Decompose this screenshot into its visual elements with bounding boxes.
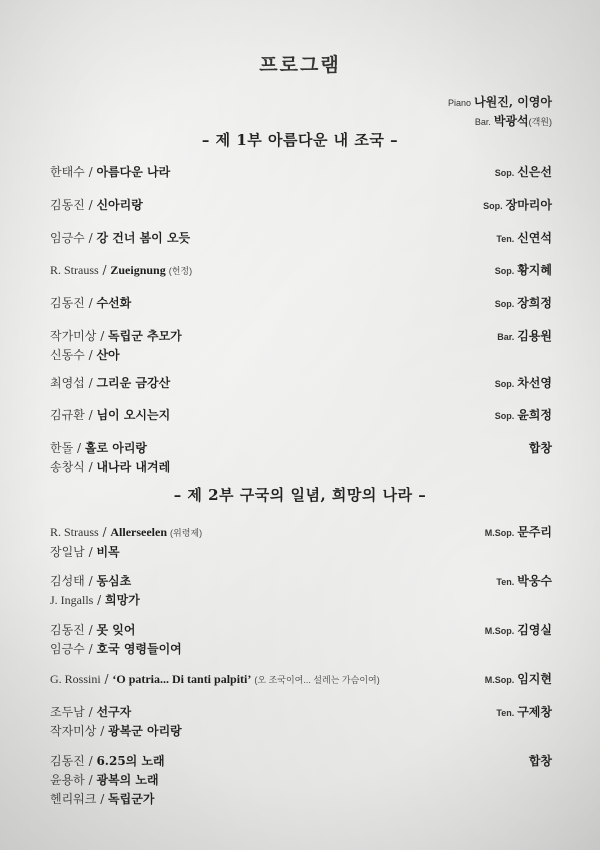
work-line: J. Ingalls / 희망가 (50, 593, 140, 607)
section-title-part-2: – 제 2부 구국의 일념, 희망의 나라 – (173, 486, 427, 504)
work-line: 헨리워크 / 독립군가 (50, 792, 155, 806)
performer-role: M.Sop. (484, 675, 515, 685)
performer-role: Piano (448, 98, 472, 108)
performer-role: Ten. (496, 708, 515, 718)
performer (497, 327, 552, 347)
song-title: 광복군 아리랑 (108, 724, 182, 738)
performer-name: 신은선 (517, 165, 552, 179)
composer: 신동수 (50, 348, 85, 362)
program-item (50, 374, 552, 393)
composer: 김동진 (50, 754, 85, 768)
song-title: 동심초 (96, 574, 132, 588)
composer: 김규환 (50, 408, 85, 422)
work-line: 김동진 / 수선화 (50, 296, 132, 310)
performer-piano (448, 93, 552, 112)
composer: R. Strauss (50, 263, 99, 277)
performer-name: 박웅수 (517, 574, 552, 588)
work-line: 조두남 / 선구자 (50, 705, 132, 719)
performer (495, 406, 552, 426)
song-title: 독립군 추모가 (108, 329, 182, 343)
composer: 작자미상 (50, 724, 97, 738)
performer-role: Sop. (494, 266, 515, 276)
work-line: 한돌 / 홀로 아리랑 (50, 441, 147, 455)
song-title: 희망가 (105, 593, 140, 607)
composer: 김성태 (50, 574, 85, 588)
song-title: 호국 영령들이여 (96, 642, 182, 656)
composer: 한태수 (50, 165, 85, 179)
song-title: 신아리랑 (96, 198, 143, 212)
composer: 송창식 (50, 460, 85, 474)
performer (496, 572, 552, 592)
song-note: (헌정) (168, 266, 193, 276)
composer: 김동진 (50, 296, 85, 310)
program-item (50, 523, 552, 562)
performer-name: 합창 (528, 754, 552, 768)
performer-name: 차선영 (517, 376, 552, 390)
composer: 최영섭 (50, 376, 85, 390)
performer-name: 장마리아 (505, 198, 552, 212)
performer-role: Ten. (496, 577, 515, 587)
work-line: 장일남 / 비목 (50, 545, 120, 559)
performer-name: 박광석 (493, 114, 529, 128)
song-title: 내나라 내겨레 (96, 460, 171, 474)
work-line: 작가미상 / 독립군 추모가 (50, 329, 182, 343)
work-line: 김동진 / 신아리랑 (50, 198, 143, 212)
performer-role: Sop. (494, 411, 515, 421)
performer-name: 합창 (528, 441, 552, 455)
work-line: 최영섭 / 그리운 금강산 (50, 376, 171, 390)
performer-role: Ten. (496, 234, 515, 244)
composer: G. Rossini (50, 672, 101, 686)
song-title: Allerseelen (110, 525, 168, 539)
composer: 작가미상 (50, 329, 97, 343)
song-title: 선구자 (96, 705, 132, 719)
work-line: R. Strauss / Zueignung (헌정) (50, 263, 193, 277)
program-item (50, 229, 552, 248)
performer (496, 703, 552, 723)
composer: J. Ingalls (50, 593, 94, 607)
performer (529, 439, 552, 458)
song-title: Zueignung (110, 263, 166, 277)
composer: 장일남 (50, 545, 85, 559)
program-item (50, 752, 552, 809)
performer (495, 163, 552, 183)
song-title: 홀로 아리랑 (84, 441, 147, 455)
song-title: 광복의 노래 (96, 773, 159, 787)
song-title: 독립군가 (108, 792, 155, 806)
composer: 한돌 (50, 441, 74, 455)
performer-role: Bar. (497, 332, 515, 342)
performer (495, 374, 552, 394)
composer: 조두남 (50, 705, 85, 719)
performer-name: 구제창 (517, 705, 552, 719)
work-line: 김성태 / 동심초 (50, 574, 132, 588)
performer-name: 윤희정 (517, 408, 552, 422)
song-title: 산아 (96, 348, 120, 362)
performer-role: Sop. (494, 299, 515, 309)
work-line: G. Rossini / ‘O patria... Di tanti palpiti’ (오 조국이여... 설레는 가슴이여) (50, 672, 380, 686)
work-line: 김동진 / 못 잊어 (50, 623, 136, 637)
program-item (50, 670, 552, 690)
performer-name: 임지현 (517, 672, 552, 686)
performer (495, 261, 552, 281)
song-title: 님이 오시는지 (96, 408, 171, 422)
composer: R. Strauss (50, 525, 99, 539)
performer (483, 196, 552, 216)
song-title: 수선화 (96, 296, 132, 310)
performer-name: 나원진, 이영아 (474, 95, 552, 109)
composer: 헨리워크 (50, 792, 97, 806)
work-line: 임긍수 / 호국 영령들이여 (50, 642, 182, 656)
song-title: ‘O patria... Di tanti palpiti’ (112, 672, 252, 686)
header-performers (448, 93, 552, 131)
performer-role: Sop. (494, 379, 515, 389)
song-title: 그리운 금강산 (96, 376, 171, 390)
performer-name: 신연석 (517, 231, 552, 245)
performer (496, 229, 552, 249)
work-line: 한태수 / 아름다운 나라 (50, 165, 171, 179)
performer (529, 752, 552, 771)
song-title: 아름다운 나라 (96, 165, 171, 179)
section-title-part-1: – 제 1부 아름다운 내 조국 – (201, 131, 399, 149)
work-line: 김동진 / 6.25의 노래 (50, 754, 165, 768)
program-item (50, 327, 552, 365)
song-note: (오 조국이여... 설레는 가슴이여) (254, 675, 380, 685)
work-line: 신동수 / 산아 (50, 348, 120, 362)
performer-role: M.Sop. (484, 626, 515, 636)
program-item (50, 406, 552, 425)
composer: 김동진 (50, 623, 85, 637)
performer-name: 문주리 (517, 525, 552, 539)
song-title: 6.25의 노래 (96, 754, 165, 768)
performer-role: Sop. (483, 201, 503, 211)
performer (485, 523, 552, 543)
page-title: 프로그램 (259, 54, 341, 76)
work-line: 송창식 / 내나라 내겨레 (50, 460, 171, 474)
composer: 김동진 (50, 198, 85, 212)
composer: 윤용하 (50, 773, 85, 787)
composer: 임긍수 (50, 642, 85, 656)
performer-role: Sop. (494, 168, 515, 178)
performer-role: M.Sop. (484, 528, 515, 538)
program-item (50, 294, 552, 313)
program-item (50, 621, 552, 659)
program-item (50, 703, 552, 741)
song-title: 강 건너 봄이 오듯 (96, 231, 191, 245)
program-item (50, 163, 552, 182)
performer (495, 294, 552, 314)
performer-name: 김용원 (517, 329, 552, 343)
song-title: 못 잊어 (96, 623, 136, 637)
performer (485, 621, 552, 641)
work-line: R. Strauss / Allerseelen (위령제) (50, 525, 203, 539)
song-title: 비목 (96, 545, 120, 559)
program-item (50, 261, 552, 281)
performer-name: 장희정 (517, 296, 552, 310)
program-item (50, 439, 552, 477)
performer-name: 황지혜 (517, 263, 552, 277)
work-line: 김규환 / 님이 오시는지 (50, 408, 171, 422)
song-note: (위령제) (170, 528, 203, 538)
work-line: 작자미상 / 광복군 아리랑 (50, 724, 182, 738)
program-item (50, 572, 552, 610)
work-line: 윤용하 / 광복의 노래 (50, 773, 159, 787)
performer (485, 670, 552, 690)
program-item (50, 196, 552, 215)
work-line: 임긍수 / 강 건너 봄이 오듯 (50, 231, 191, 245)
performer-note: (객원) (528, 117, 552, 127)
composer: 임긍수 (50, 231, 85, 245)
performer-name: 김영실 (517, 623, 552, 637)
performer-role: Bar. (474, 117, 491, 127)
